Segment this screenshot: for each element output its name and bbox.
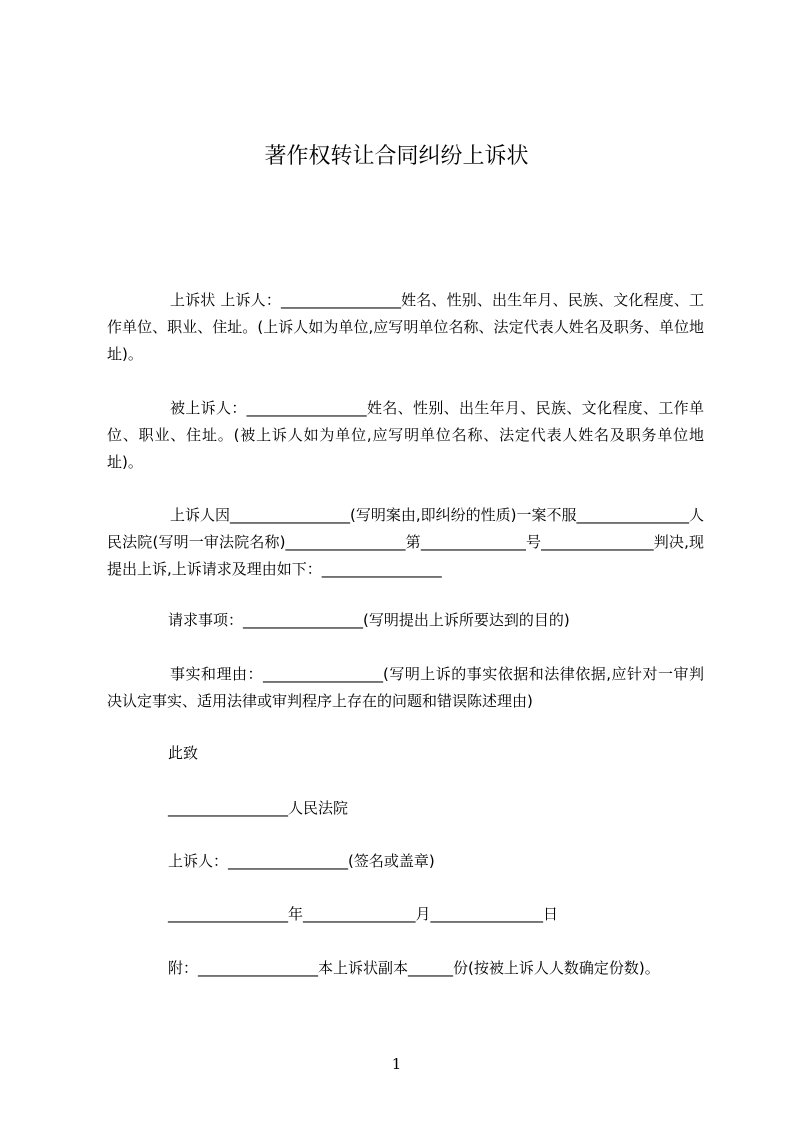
paragraph-appellant: 上诉状 上诉人：________________姓名、性别、出生年月、民族、文化程度、工作单位、职业、住址。(上诉人如为单位,应写明单位名称、法定代表人姓名及职务、单位地址)。	[107, 291, 704, 363]
signature-line: 上诉人：________________(签名或盖章)	[168, 852, 435, 870]
date-line: ________________年_______________月_______________日	[168, 905, 559, 923]
paragraph-request: 请求事项：________________(写明提出上诉所要达到的目的)	[168, 611, 570, 629]
attachment-line: 附：________________本上诉状副本______份(按被上诉人人数确定份数)。	[168, 959, 660, 977]
paragraph-appellee: 被上诉人：________________姓名、性别、出生年月、民族、文化程度、工作单位、职业、住址。(被上诉人如为单位,应写明单位名称、法定代表人姓名及职务单位地址)。	[107, 399, 704, 471]
closing-text: 此致	[168, 744, 199, 762]
court-line: ________________人民法院	[168, 799, 349, 817]
page-number: 1	[391, 1055, 402, 1073]
document-title: 著作权转让合同纠纷上诉状	[264, 144, 529, 169]
paragraph-facts-reasons: 事实和理由：________________(写明上诉的事实依据和法律依据,应针对一审判决认定事实、适用法律或审判程序上存在的问题和错误陈述理由)	[107, 665, 704, 710]
paragraph-appeal-reason: 上诉人因________________(写明案由,即纠纷的性质)一案不服_______________人民法院(写明一审法院名称)________________第______________号_______________判决,现提出上诉,上诉请求及理由如下：________________	[107, 506, 704, 578]
